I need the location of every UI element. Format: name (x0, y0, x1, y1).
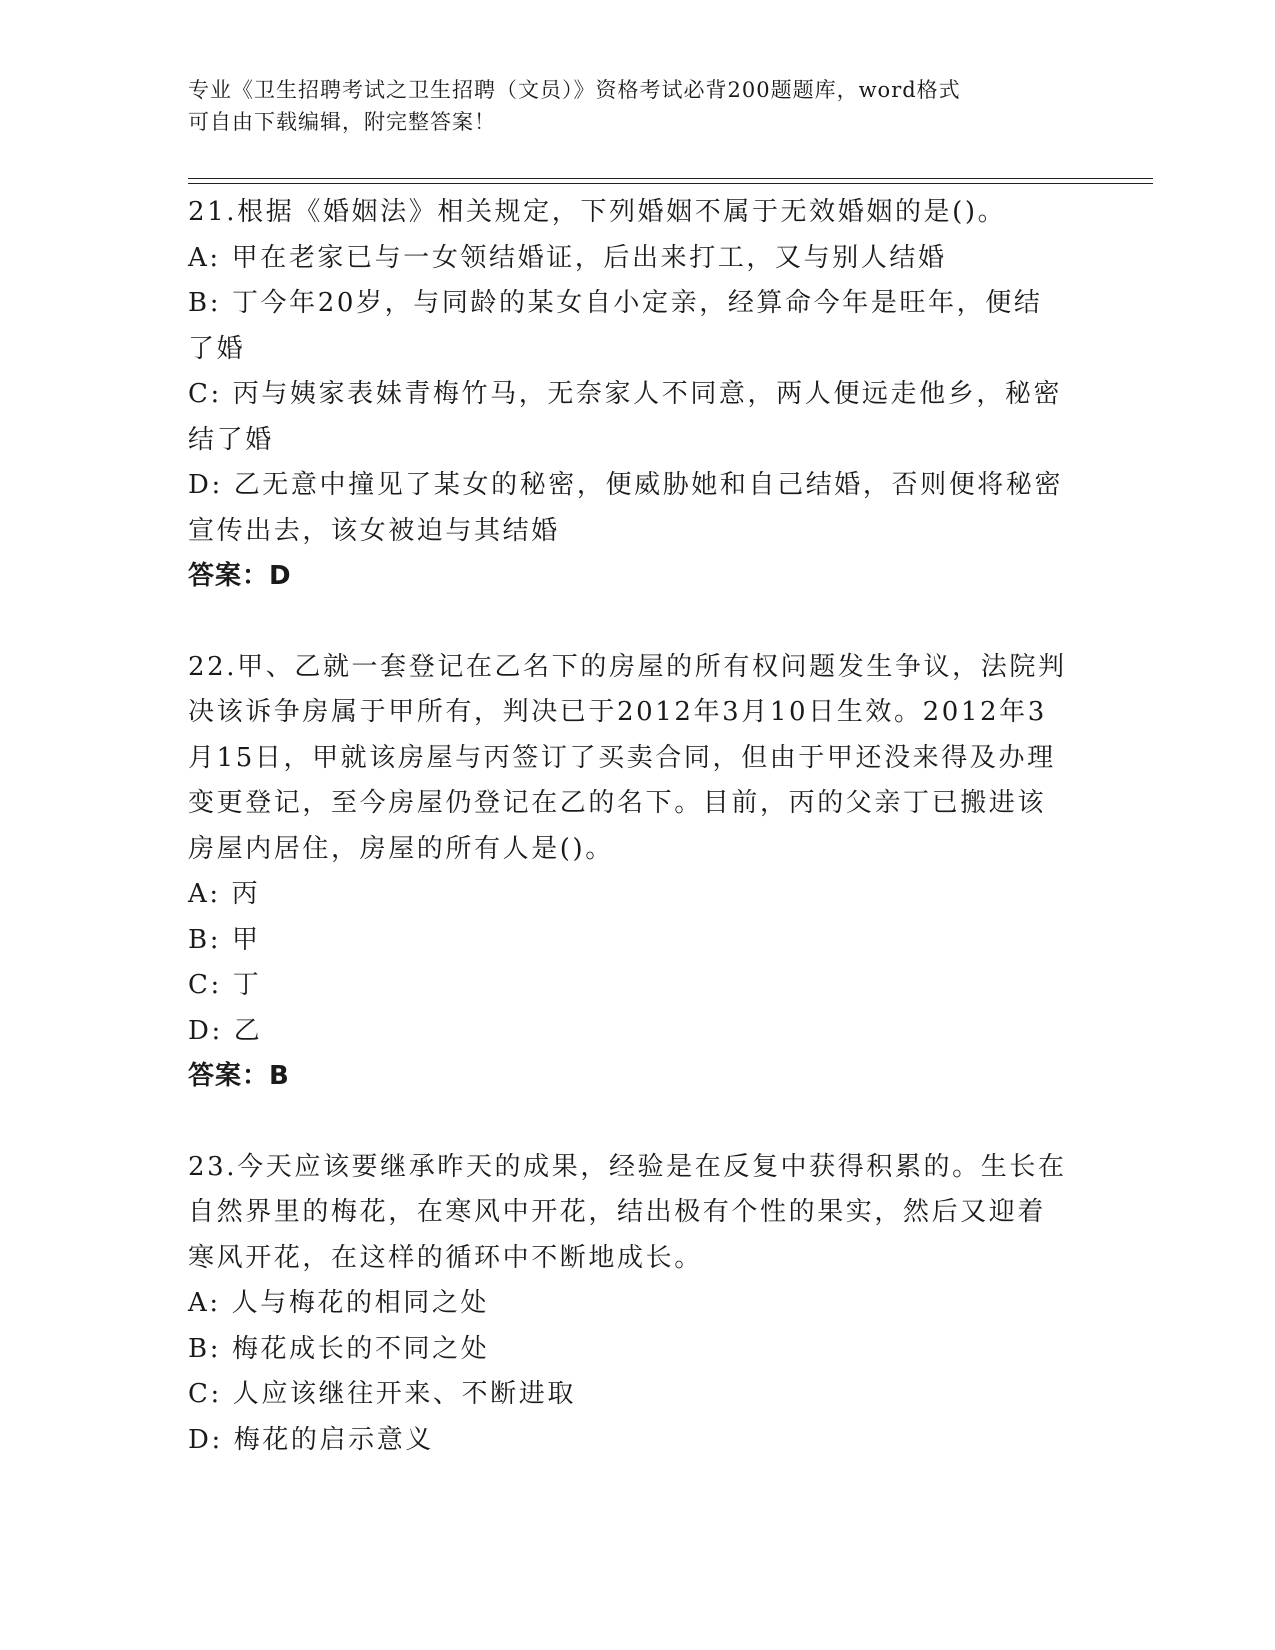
option-separator: : (209, 879, 232, 909)
option-text: 梅花的启示意义 (233, 1424, 434, 1455)
option-separator: : (209, 1288, 232, 1318)
option-separator: : (209, 1333, 232, 1364)
question-stem-line: 变更登记，至今房屋仍登记在乙的名下。目前，丙的父亲丁已搬进该 (188, 788, 1047, 818)
option-separator: : (211, 1424, 234, 1455)
option-text: 梅花成长的不同之处 (231, 1333, 490, 1364)
answer-line: 答案：D (188, 561, 292, 591)
option-letter: D (188, 1015, 212, 1046)
option-letter: D (188, 1424, 212, 1455)
option-separator: : (209, 924, 232, 955)
document-header (188, 74, 1068, 138)
option-letter: C (188, 970, 211, 1000)
option-letter: C (188, 379, 211, 409)
option-text: 乙无意中撞见了某女的秘密，便威胁她和自己结婚，否则便将秘密 (233, 470, 1064, 500)
option-d-continued (188, 509, 1068, 555)
option-separator: : (210, 1379, 233, 1409)
option-c (188, 1372, 1068, 1418)
question-spacer (188, 1100, 1068, 1145)
header-divider-top (188, 178, 1153, 179)
question-block (188, 1145, 1068, 1464)
option-letter: B (188, 924, 210, 955)
option-separator: : (210, 970, 233, 1000)
option-letter: B (188, 1333, 210, 1364)
option-separator: : (209, 242, 232, 273)
option-letter: A (188, 879, 210, 909)
option-text: 乙 (233, 1015, 263, 1046)
question-stem-line: 22.甲、乙就一套登记在乙名下的房屋的所有权问题发生争议，法院判 (188, 651, 1067, 682)
option-letter: B (188, 288, 210, 318)
option-c-continued (188, 418, 1068, 464)
option-letter: D (188, 470, 212, 500)
option-letter: A (188, 1288, 210, 1318)
option-b (188, 281, 1068, 327)
question-stem-line: 自然界里的梅花，在寒风中开花，结出极有个性的果实，然后又迎着 (188, 1197, 1047, 1227)
option-separator: : (209, 288, 232, 318)
header-line-1: 专业《卫生招聘考试之卫生招聘（文员）》资格考试必背200题题库，word格式 (188, 78, 961, 102)
option-text: 甲 (231, 924, 261, 955)
option-a (188, 236, 1068, 282)
question-block (188, 190, 1068, 600)
option-text: 丁 (232, 970, 262, 1000)
option-text: 甲在老家已与一女领结婚证，后出来打工，又与别人结婚 (231, 242, 947, 273)
option-c (188, 372, 1068, 418)
question-stem-line: 23.今天应该要继承昨天的成果，经验是在反复中获得积累的。生长在 (188, 1151, 1067, 1182)
option-separator: : (210, 379, 233, 409)
question-stem-line: 房屋内居住，房屋的所有人是()。 (188, 833, 614, 864)
option-text: 宣传出去，该女被迫与其结婚 (188, 515, 560, 546)
question-stem-line: 月15日，甲就该房屋与丙签订了买卖合同，但由于甲还没来得及办理 (188, 742, 1056, 773)
question-block (188, 645, 1068, 1100)
option-d (188, 1418, 1068, 1464)
option-separator: : (211, 1015, 234, 1046)
option-letter: A (188, 242, 210, 273)
option-text: 丙与姨家表妹青梅竹马，无奈家人不同意，两人便远走他乡，秘密 (232, 379, 1063, 409)
option-c (188, 963, 1068, 1009)
option-text: 人应该继往开来、不断进取 (232, 1379, 576, 1409)
option-a (188, 872, 1068, 918)
option-text: 丁今年20岁，与同龄的某女自小定亲，经算命今年是旺年，便结 (231, 288, 1043, 318)
option-a (188, 1281, 1068, 1327)
header-line-2: 可自由下载编辑，附完整答案！ (188, 110, 496, 134)
question-list (188, 190, 1068, 1463)
option-d (188, 463, 1068, 509)
option-text: 丙 (231, 879, 261, 909)
answer-line: 答案：B (188, 1061, 290, 1091)
option-d (188, 1009, 1068, 1055)
option-letter: C (188, 1379, 211, 1409)
question-stem-line: 寒风开花，在这样的循环中不断地成长。 (188, 1242, 703, 1273)
question-stem-line: 决该诉争房属于甲所有，判决已于2012年3月10日生效。2012年3 (188, 697, 1047, 727)
option-text: 结了婚 (188, 424, 274, 455)
option-text: 了婚 (188, 333, 246, 364)
option-separator: : (211, 470, 234, 500)
option-b-continued (188, 327, 1068, 373)
question-spacer (188, 600, 1068, 645)
option-b (188, 918, 1068, 964)
option-b (188, 1327, 1068, 1373)
question-stem-line: 21.根据《婚姻法》相关规定，下列婚姻不属于无效婚姻的是()。 (188, 197, 1007, 227)
option-text: 人与梅花的相同之处 (231, 1288, 490, 1318)
header-divider-bottom (188, 183, 1153, 184)
